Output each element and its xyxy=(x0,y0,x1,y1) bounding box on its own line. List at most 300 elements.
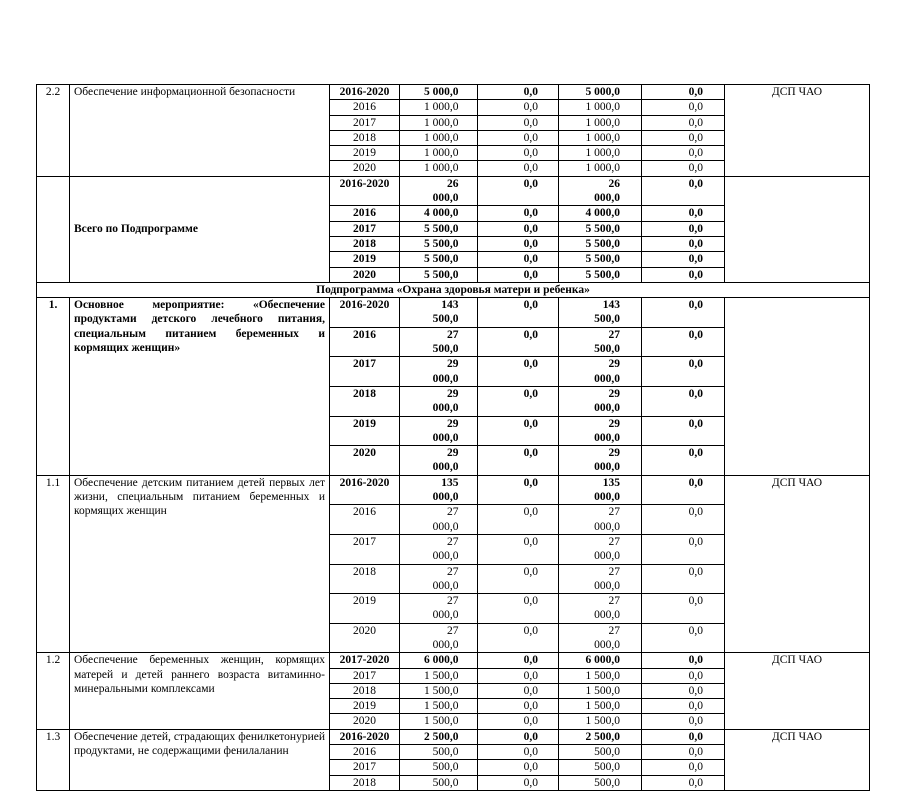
cell-value: 500,0 xyxy=(594,776,620,789)
item-number: 2.2 xyxy=(37,85,70,177)
period-cell: 2018 xyxy=(330,130,400,145)
table-row xyxy=(37,298,870,328)
table-row xyxy=(37,85,870,100)
regional-cell xyxy=(559,252,642,267)
item-name: Обеспечение беременных женщин, кормящих матерей и детей раннего возраста витаминно-минеральными комплексами xyxy=(70,653,330,729)
cell-value: 0,0 xyxy=(688,746,703,759)
cell-value: 0,0 xyxy=(523,654,538,667)
federal-cell xyxy=(478,714,559,729)
cell-value: 1 500,0 xyxy=(424,715,459,728)
regional-cell xyxy=(559,564,642,594)
cell-value: 27 000,0 xyxy=(432,624,459,651)
cell-value: 27 000,0 xyxy=(594,565,620,592)
total-cell xyxy=(400,252,478,267)
cell-value: 5 500,0 xyxy=(424,222,459,235)
other-cell xyxy=(642,357,725,387)
total-cell xyxy=(400,594,478,624)
cell-value: 1 500,0 xyxy=(585,715,620,728)
cell-value: 27 000,0 xyxy=(594,535,620,563)
regional-cell xyxy=(559,446,642,476)
cell-value: 6 000,0 xyxy=(585,654,620,667)
item-name: Всего по Подпрограмме xyxy=(70,176,330,282)
period-cell: 2019 xyxy=(330,146,400,161)
other-cell xyxy=(642,505,725,535)
subprogram-title: Подпрограмма «Охрана здоровья матери и ребенка» xyxy=(37,282,870,297)
cell-value: 1 000,0 xyxy=(585,147,620,160)
total-cell xyxy=(400,745,478,760)
period-cell: 2018 xyxy=(330,386,400,416)
table-row xyxy=(37,475,870,505)
period-cell: 2016 xyxy=(330,100,400,115)
federal-cell xyxy=(478,146,559,161)
cell-value: 0,0 xyxy=(688,268,703,281)
federal-cell xyxy=(478,446,559,476)
period-cell: 2018 xyxy=(330,236,400,251)
other-cell xyxy=(642,252,725,267)
federal-cell xyxy=(478,760,559,775)
cell-value: 0,0 xyxy=(523,162,538,175)
item-number: 1. xyxy=(37,298,70,476)
other-cell xyxy=(642,100,725,115)
federal-cell xyxy=(478,564,559,594)
cell-value: 143 500,0 xyxy=(594,299,620,326)
cell-value: 143 500,0 xyxy=(432,299,459,326)
regional-cell xyxy=(559,745,642,760)
cell-value: 0,0 xyxy=(523,253,538,266)
federal-cell xyxy=(478,130,559,145)
period-cell: 2018 xyxy=(330,564,400,594)
cell-value: 0,0 xyxy=(523,86,538,98)
cell-value: 0,0 xyxy=(688,535,703,548)
federal-cell xyxy=(478,683,559,698)
cell-value: 0,0 xyxy=(688,624,703,637)
item-name: Обеспечение детским питанием детей первых лет жизни, специальным питанием беременных и кормящих женщин xyxy=(70,475,330,653)
period-cell: 2020 xyxy=(330,623,400,653)
other-cell xyxy=(642,745,725,760)
cell-value: 0,0 xyxy=(688,565,703,578)
cell-value: 0,0 xyxy=(688,299,703,312)
regional-cell xyxy=(559,298,642,328)
federal-cell xyxy=(478,475,559,505)
total-cell xyxy=(400,161,478,176)
total-cell xyxy=(400,130,478,145)
federal-cell xyxy=(478,161,559,176)
total-cell xyxy=(400,386,478,416)
cell-value: 2 500,0 xyxy=(585,730,620,743)
cell-value: 1 500,0 xyxy=(424,684,459,697)
period-cell: 2017 xyxy=(330,668,400,683)
other-cell xyxy=(642,668,725,683)
cell-value: 0,0 xyxy=(523,222,538,235)
cell-value: 27 000,0 xyxy=(594,506,620,533)
cell-value: 2 500,0 xyxy=(424,730,459,743)
cell-value: 29 000,0 xyxy=(594,358,620,385)
period-cell: 2016-2020 xyxy=(330,298,400,328)
cell-value: 0,0 xyxy=(523,476,538,489)
cell-value: 1 000,0 xyxy=(585,131,620,144)
cell-value: 0,0 xyxy=(688,237,703,250)
federal-cell xyxy=(478,653,559,668)
cell-value: 0,0 xyxy=(523,328,538,341)
other-cell xyxy=(642,564,725,594)
federal-cell xyxy=(478,623,559,653)
other-cell xyxy=(642,446,725,476)
item-number: 1.3 xyxy=(37,729,70,790)
cell-value: 27 000,0 xyxy=(432,506,459,533)
cell-value: 0,0 xyxy=(523,131,538,144)
federal-cell xyxy=(478,221,559,236)
regional-cell xyxy=(559,683,642,698)
other-cell xyxy=(642,386,725,416)
item-number xyxy=(37,176,70,282)
cell-value: 0,0 xyxy=(523,684,538,697)
executor-cell: ДСП ЧАО xyxy=(725,85,870,177)
period-cell: 2017 xyxy=(330,221,400,236)
cell-value: 5 500,0 xyxy=(424,237,459,250)
cell-value: 0,0 xyxy=(523,447,538,460)
cell-value: 0,0 xyxy=(523,535,538,548)
period-cell: 2020 xyxy=(330,267,400,282)
other-cell xyxy=(642,85,725,100)
regional-cell xyxy=(559,236,642,251)
total-cell xyxy=(400,564,478,594)
regional-cell xyxy=(559,653,642,668)
cell-value: 0,0 xyxy=(523,147,538,160)
executor-cell xyxy=(725,298,870,476)
cell-value: 4 000,0 xyxy=(585,207,620,220)
cell-value: 0,0 xyxy=(523,116,538,129)
regional-cell xyxy=(559,327,642,357)
period-cell: 2017 xyxy=(330,115,400,130)
other-cell xyxy=(642,714,725,729)
other-cell xyxy=(642,416,725,446)
federal-cell xyxy=(478,668,559,683)
cell-value: 29 000,0 xyxy=(594,387,620,415)
cell-value: 29 000,0 xyxy=(432,447,459,474)
federal-cell xyxy=(478,327,559,357)
cell-value: 1 500,0 xyxy=(424,700,459,713)
federal-cell xyxy=(478,729,559,744)
cell-value: 0,0 xyxy=(523,565,538,578)
cell-value: 29 000,0 xyxy=(594,447,620,474)
cell-value: 0,0 xyxy=(523,730,538,743)
other-cell xyxy=(642,221,725,236)
cell-value: 27 000,0 xyxy=(432,565,459,592)
cell-value: 0,0 xyxy=(688,715,703,728)
regional-cell xyxy=(559,85,642,100)
total-cell xyxy=(400,298,478,328)
cell-value: 5 500,0 xyxy=(424,253,459,266)
total-cell xyxy=(400,683,478,698)
cell-value: 27 000,0 xyxy=(594,595,620,622)
cell-value: 29 000,0 xyxy=(432,417,459,444)
period-cell: 2016 xyxy=(330,505,400,535)
other-cell xyxy=(642,775,725,790)
regional-cell xyxy=(559,161,642,176)
cell-value: 0,0 xyxy=(523,207,538,220)
cell-value: 1 500,0 xyxy=(424,669,459,682)
regional-cell xyxy=(559,176,642,206)
program-table xyxy=(36,84,870,791)
regional-cell xyxy=(559,729,642,744)
cell-value: 27 500,0 xyxy=(432,328,459,356)
cell-value: 5 500,0 xyxy=(585,222,620,235)
cell-value: 500,0 xyxy=(432,746,459,759)
cell-value: 0,0 xyxy=(523,669,538,682)
cell-value: 0,0 xyxy=(688,700,703,713)
federal-cell xyxy=(478,699,559,714)
period-cell: 2016-2020 xyxy=(330,85,400,100)
other-cell xyxy=(642,534,725,564)
cell-value: 0,0 xyxy=(688,162,703,175)
total-cell xyxy=(400,714,478,729)
other-cell xyxy=(642,176,725,206)
cell-value: 500,0 xyxy=(432,776,459,789)
executor-cell xyxy=(725,176,870,282)
cell-value: 0,0 xyxy=(523,624,538,637)
regional-cell xyxy=(559,775,642,790)
total-cell xyxy=(400,505,478,535)
regional-cell xyxy=(559,100,642,115)
cell-value: 0,0 xyxy=(523,237,538,250)
period-cell: 2020 xyxy=(330,446,400,476)
regional-cell xyxy=(559,357,642,387)
federal-cell xyxy=(478,252,559,267)
cell-value: 0,0 xyxy=(688,387,703,400)
cell-value: 0,0 xyxy=(688,86,703,98)
cell-value: 0,0 xyxy=(688,776,703,789)
cell-value: 0,0 xyxy=(688,730,703,743)
table-row xyxy=(37,176,870,206)
regional-cell xyxy=(559,115,642,130)
cell-value: 0,0 xyxy=(523,761,538,774)
cell-value: 0,0 xyxy=(523,595,538,608)
cell-value: 0,0 xyxy=(688,358,703,371)
cell-value: 135 000,0 xyxy=(432,476,459,504)
cell-value: 0,0 xyxy=(688,328,703,341)
total-cell xyxy=(400,267,478,282)
federal-cell xyxy=(478,357,559,387)
total-cell xyxy=(400,760,478,775)
cell-value: 29 000,0 xyxy=(594,417,620,444)
cell-value: 0,0 xyxy=(688,417,703,430)
executor-cell: ДСП ЧАО xyxy=(725,653,870,729)
regional-cell xyxy=(559,221,642,236)
other-cell xyxy=(642,115,725,130)
period-cell: 2018 xyxy=(330,683,400,698)
regional-cell xyxy=(559,416,642,446)
regional-cell xyxy=(559,760,642,775)
other-cell xyxy=(642,475,725,505)
total-cell xyxy=(400,729,478,744)
period-cell: 2019 xyxy=(330,594,400,624)
cell-value: 0,0 xyxy=(523,776,538,789)
cell-value: 27 000,0 xyxy=(432,595,459,622)
regional-cell xyxy=(559,714,642,729)
cell-value: 500,0 xyxy=(594,761,620,774)
federal-cell xyxy=(478,176,559,206)
other-cell xyxy=(642,130,725,145)
cell-value: 26 000,0 xyxy=(432,177,459,205)
period-cell: 2017 xyxy=(330,534,400,564)
other-cell xyxy=(642,683,725,698)
cell-value: 0,0 xyxy=(688,476,703,489)
cell-value: 0,0 xyxy=(523,715,538,728)
cell-value: 0,0 xyxy=(688,131,703,144)
period-cell: 2016-2020 xyxy=(330,176,400,206)
cell-value: 26 000,0 xyxy=(594,177,620,205)
other-cell xyxy=(642,699,725,714)
cell-value: 1 500,0 xyxy=(585,700,620,713)
cell-value: 1 000,0 xyxy=(424,162,459,175)
regional-cell xyxy=(559,668,642,683)
regional-cell xyxy=(559,534,642,564)
total-cell xyxy=(400,176,478,206)
cell-value: 0,0 xyxy=(688,595,703,608)
cell-value: 1 000,0 xyxy=(585,116,620,129)
federal-cell xyxy=(478,100,559,115)
cell-value: 27 000,0 xyxy=(432,535,459,563)
cell-value: 1 500,0 xyxy=(585,669,620,682)
item-name: Обеспечение информационной безопасности xyxy=(70,85,330,177)
cell-value: 1 500,0 xyxy=(585,684,620,697)
cell-value: 500,0 xyxy=(432,761,459,774)
total-cell xyxy=(400,475,478,505)
period-cell: 2016-2020 xyxy=(330,729,400,744)
other-cell xyxy=(642,623,725,653)
period-cell: 2017-2020 xyxy=(330,653,400,668)
other-cell xyxy=(642,327,725,357)
other-cell xyxy=(642,729,725,744)
period-cell: 2020 xyxy=(330,161,400,176)
cell-value: 29 000,0 xyxy=(432,387,459,415)
federal-cell xyxy=(478,505,559,535)
total-cell xyxy=(400,446,478,476)
total-cell xyxy=(400,327,478,357)
regional-cell xyxy=(559,206,642,221)
total-cell xyxy=(400,699,478,714)
cell-value: 0,0 xyxy=(688,669,703,682)
total-cell xyxy=(400,357,478,387)
total-cell xyxy=(400,623,478,653)
cell-value: 1 000,0 xyxy=(424,101,459,114)
cell-value: 0,0 xyxy=(523,177,538,190)
cell-value: 0,0 xyxy=(523,506,538,519)
cell-value: 0,0 xyxy=(688,222,703,235)
cell-value: 0,0 xyxy=(688,447,703,460)
other-cell xyxy=(642,653,725,668)
table-row xyxy=(37,729,870,744)
regional-cell xyxy=(559,699,642,714)
cell-value: 0,0 xyxy=(688,116,703,129)
federal-cell xyxy=(478,267,559,282)
total-cell xyxy=(400,775,478,790)
federal-cell xyxy=(478,534,559,564)
total-cell xyxy=(400,100,478,115)
cell-value: 4 000,0 xyxy=(424,207,459,220)
subprogram-header-row xyxy=(37,282,870,297)
total-cell xyxy=(400,416,478,446)
federal-cell xyxy=(478,745,559,760)
total-cell xyxy=(400,668,478,683)
period-cell: 2019 xyxy=(330,416,400,446)
period-cell: 2017 xyxy=(330,760,400,775)
period-cell: 2019 xyxy=(330,699,400,714)
other-cell xyxy=(642,594,725,624)
regional-cell xyxy=(559,130,642,145)
cell-value: 27 000,0 xyxy=(594,624,620,651)
regional-cell xyxy=(559,505,642,535)
cell-value: 135 000,0 xyxy=(594,476,620,504)
other-cell xyxy=(642,236,725,251)
federal-cell xyxy=(478,236,559,251)
regional-cell xyxy=(559,146,642,161)
period-cell: 2016 xyxy=(330,206,400,221)
cell-value: 0,0 xyxy=(523,746,538,759)
other-cell xyxy=(642,161,725,176)
total-cell xyxy=(400,221,478,236)
cell-value: 1 000,0 xyxy=(585,101,620,114)
federal-cell xyxy=(478,386,559,416)
federal-cell xyxy=(478,115,559,130)
cell-value: 500,0 xyxy=(594,746,620,759)
total-cell xyxy=(400,206,478,221)
period-cell: 2020 xyxy=(330,714,400,729)
item-number: 1.1 xyxy=(37,475,70,653)
cell-value: 5 500,0 xyxy=(424,268,459,281)
item-name: Основное мероприятие: «Обеспечение продуктами детского лечебного питания, специальным питанием беременных и кормящих женщин» xyxy=(70,298,330,476)
cell-value: 0,0 xyxy=(523,268,538,281)
cell-value: 1 000,0 xyxy=(424,147,459,160)
federal-cell xyxy=(478,594,559,624)
regional-cell xyxy=(559,594,642,624)
federal-cell xyxy=(478,298,559,328)
cell-value: 1 000,0 xyxy=(585,162,620,175)
cell-value: 1 000,0 xyxy=(424,116,459,129)
item-number: 1.2 xyxy=(37,653,70,729)
period-cell: 2017 xyxy=(330,357,400,387)
cell-value: 0,0 xyxy=(523,358,538,371)
cell-value: 5 500,0 xyxy=(585,253,620,266)
regional-cell xyxy=(559,623,642,653)
total-cell xyxy=(400,85,478,100)
total-cell xyxy=(400,653,478,668)
period-cell: 2016-2020 xyxy=(330,475,400,505)
executor-cell: ДСП ЧАО xyxy=(725,475,870,653)
table-row xyxy=(37,653,870,668)
cell-value: 0,0 xyxy=(688,101,703,114)
cell-value: 0,0 xyxy=(688,207,703,220)
item-name: Обеспечение детей, страдающих фенилкетонурией продуктами, не содержащими фенилаланин xyxy=(70,729,330,790)
period-cell: 2019 xyxy=(330,252,400,267)
other-cell xyxy=(642,267,725,282)
total-cell xyxy=(400,146,478,161)
period-cell: 2018 xyxy=(330,775,400,790)
other-cell xyxy=(642,760,725,775)
federal-cell xyxy=(478,775,559,790)
other-cell xyxy=(642,298,725,328)
cell-value: 0,0 xyxy=(688,177,703,190)
total-cell xyxy=(400,534,478,564)
cell-value: 0,0 xyxy=(688,253,703,266)
cell-value: 0,0 xyxy=(688,147,703,160)
cell-value: 5 000,0 xyxy=(585,86,620,98)
period-cell: 2016 xyxy=(330,327,400,357)
cell-value: 1 000,0 xyxy=(424,131,459,144)
total-cell xyxy=(400,236,478,251)
cell-value: 0,0 xyxy=(523,387,538,400)
federal-cell xyxy=(478,416,559,446)
